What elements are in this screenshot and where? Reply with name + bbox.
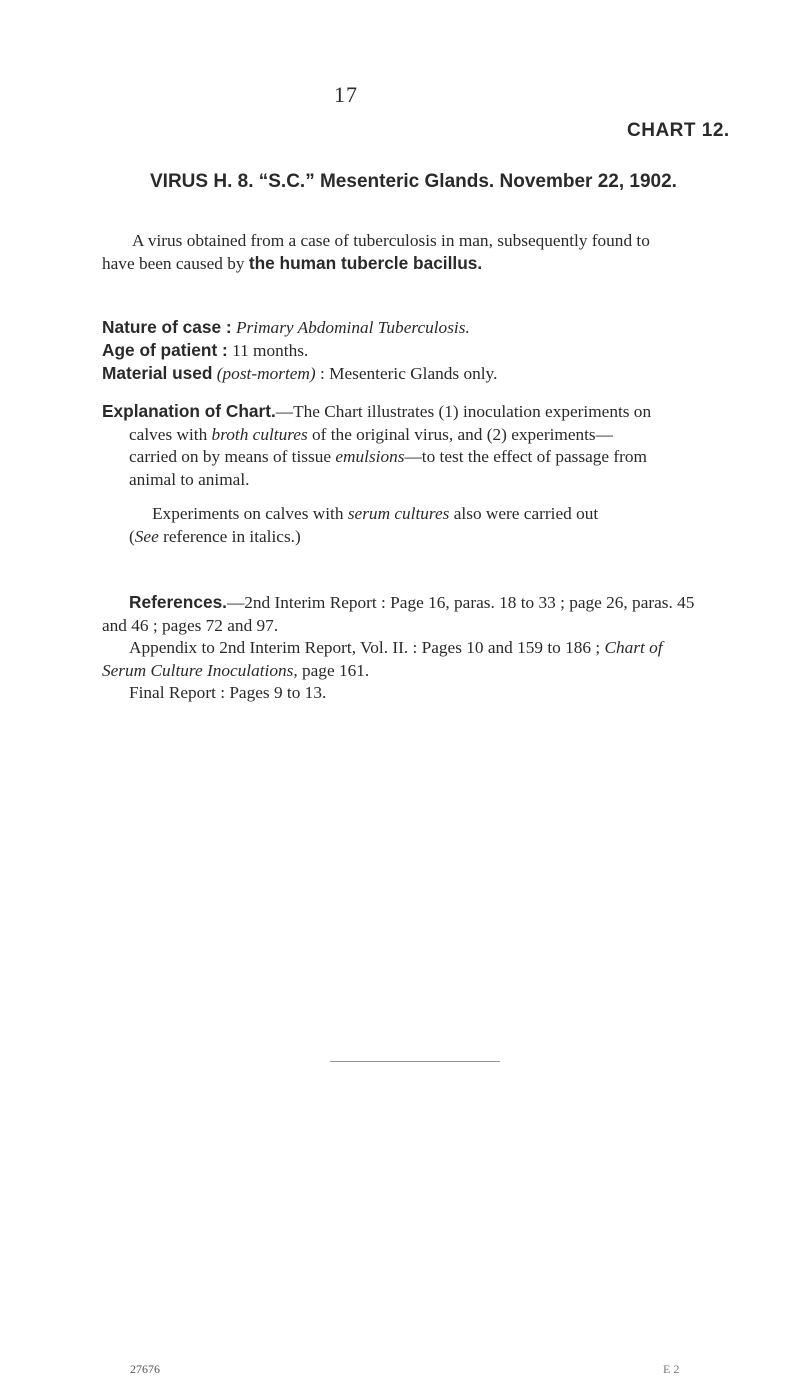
appendix-line-2 — [102, 660, 742, 683]
intro-line-2-text: have been caused by — [102, 254, 249, 273]
references-line-2: and 46 ; pages 72 and 97. — [102, 615, 279, 635]
chart-number: CHART 12. — [627, 120, 730, 141]
explanation-text-3a: carried on by means of tissue — [129, 447, 336, 466]
intro-line-1: A virus obtained from a case of tuberculosis in man, subsequently found to — [132, 231, 650, 250]
case-details — [102, 316, 722, 385]
footer-print-number: 27676 — [130, 1362, 160, 1376]
explanation-text-3b: —to test the effect of passage from — [404, 447, 647, 466]
explanation-paragraph — [102, 400, 742, 548]
intro-line-2 — [102, 252, 742, 275]
references-label: References. — [129, 592, 227, 612]
intro-bacillus: the human tubercle bacillus. — [248, 253, 483, 273]
appendix-chart-of: Chart of — [604, 638, 663, 657]
nature-label: Nature of case : — [102, 317, 232, 337]
nature-of-case — [102, 316, 722, 339]
explanation-line-3 — [102, 446, 742, 469]
explanation-text-2a: calves with — [129, 424, 212, 444]
references-line-1 — [102, 591, 742, 615]
see-word: See — [134, 526, 159, 546]
page-title: VIRUS H. 8. “S.C.” Mesenteric Glands. November 22, 1902. — [150, 171, 677, 192]
age-of-patient — [102, 339, 722, 362]
appendix-text: Appendix to 2nd Interim Report, Vol. II. : Pages 10 and 159 to 186 ; — [129, 638, 605, 657]
explanation-text-2b: of the original virus, and (2) experiments— — [307, 424, 613, 444]
see-text: reference in italics.) — [158, 526, 301, 546]
explanation-line-1 — [102, 400, 742, 424]
intro-paragraph — [102, 230, 742, 275]
explanation-label: Explanation of Chart. — [102, 401, 276, 421]
see-open: ( — [129, 526, 135, 546]
material-paren: (post-mortem) — [216, 364, 316, 383]
material-used — [102, 362, 722, 385]
material-value: : Mesenteric Glands only. — [319, 364, 498, 383]
serum-text-b: also were carried out — [449, 504, 599, 523]
serum-line-1 — [102, 503, 742, 526]
page-number: 17 — [334, 82, 358, 107]
references-paragraph — [102, 591, 742, 705]
references-text-1: —2nd Interim Report : Page 16, paras. 18 to 33 ; page 26, paras. 45 — [226, 593, 695, 612]
final-report-line: Final Report : Pages 9 to 13. — [129, 683, 327, 702]
explanation-broth: broth cultures — [211, 424, 308, 444]
age-label: Age of patient : — [102, 340, 228, 360]
explanation-line-4: animal to animal. — [129, 469, 250, 489]
explanation-emulsions: emulsions — [335, 447, 405, 466]
material-label: Material used — [102, 363, 213, 383]
appendix-line-1 — [102, 637, 742, 660]
age-value: 11 months. — [232, 341, 309, 360]
appendix-page: , page 161. — [293, 660, 370, 680]
explanation-text-1: —The Chart illustrates (1) inoculation experiments on — [275, 402, 652, 421]
serum-text-a: Experiments on calves with — [152, 504, 348, 523]
appendix-serum-culture: Serum Culture Inoculations — [102, 660, 294, 680]
serum-cultures: serum cultures — [347, 504, 450, 523]
footer-signature-mark: E 2 — [663, 1362, 680, 1376]
divider-rule — [330, 1061, 500, 1062]
nature-value: Primary Abdominal Tuberculosis. — [235, 318, 470, 337]
explanation-line-2 — [102, 424, 742, 447]
serum-line-2 — [102, 526, 742, 549]
